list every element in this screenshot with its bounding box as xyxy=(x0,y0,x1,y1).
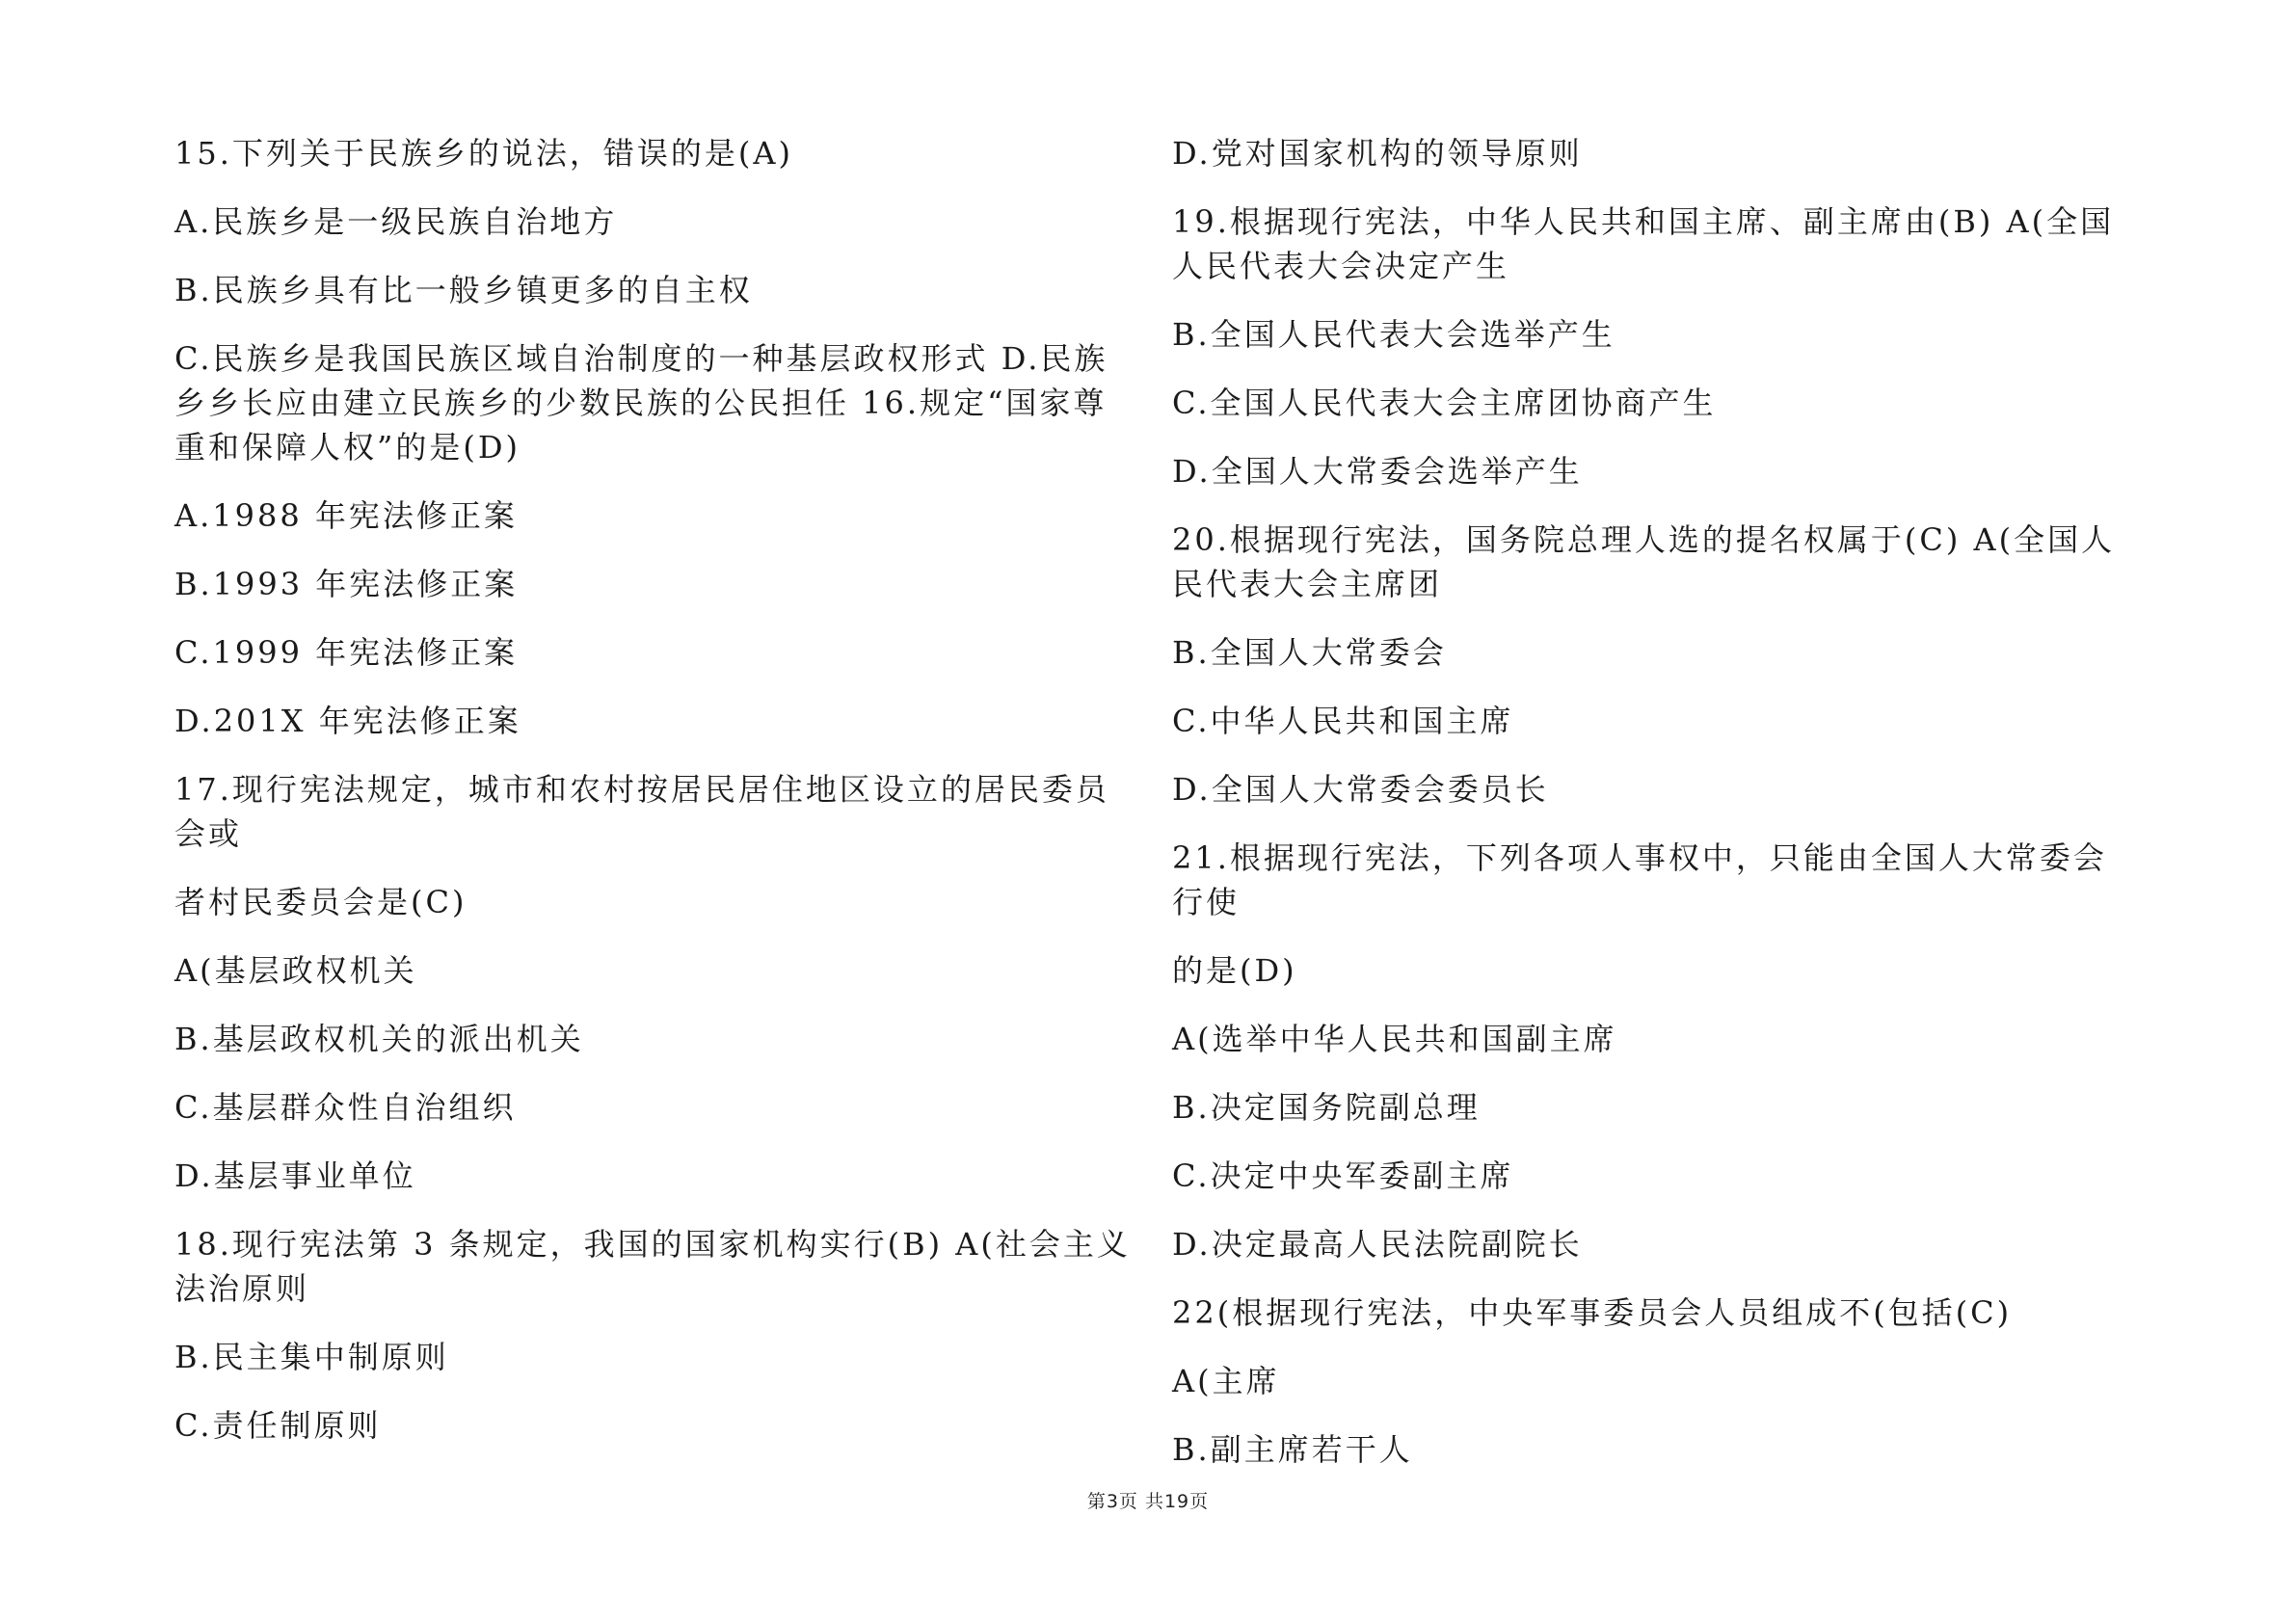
option-16-a: A.1988 年宪法修正案 xyxy=(174,497,518,534)
option-19-c: C.全国人民代表大会主席团协商产生 xyxy=(1172,385,1717,421)
option-17-c: C.基层群众性自治组织 xyxy=(174,1089,517,1126)
option-21-c: C.决定中央军委副主席 xyxy=(1172,1157,1514,1194)
question-20-stem: 20.根据现行宪法，国务院总理人选的提名权属于(C) A(全国人民代表大会主席团 xyxy=(1172,521,2116,602)
option-16-c: C.1999 年宪法修正案 xyxy=(174,634,519,671)
left-column xyxy=(174,131,1140,1472)
option-18-c: C.责任制原则 xyxy=(174,1407,382,1444)
option-21-a: A(选举中华人民共和国副主席 xyxy=(1172,1021,1617,1057)
option-20-d: D.全国人大常委会委员长 xyxy=(1172,771,1549,808)
question-17-stem: 17.现行宪法规定，城市和农村按居民居住地区设立的居民委员会或 xyxy=(174,771,1109,852)
question-21-stem-cont: 的是(D) xyxy=(1172,952,1297,989)
page-footer: 第3页 共19页 xyxy=(1086,1491,1210,1512)
option-16-b: B.1993 年宪法修正案 xyxy=(174,566,519,602)
option-21-b: B.决定国务院副总理 xyxy=(1172,1089,1481,1126)
question-21-stem: 21.根据现行宪法，下列各项人事权中，只能由全国人大常委会行使 xyxy=(1172,839,2107,920)
option-17-d: D.基层事业单位 xyxy=(174,1157,416,1194)
option-21-d: D.决定最高人民法院副院长 xyxy=(1172,1226,1583,1263)
option-17-a: A(基层政权机关 xyxy=(174,952,417,989)
option-18-d: D.党对国家机构的领导原则 xyxy=(1172,135,1583,172)
option-19-b: B.全国人民代表大会选举产生 xyxy=(1172,316,1615,353)
question-15-stem: 15.下列关于民族乡的说法，错误的是(A) xyxy=(174,135,793,172)
question-17-stem-cont: 者村民委员会是(C) xyxy=(174,884,467,920)
option-17-b: B.基层政权机关的派出机关 xyxy=(174,1021,584,1057)
option-15-b: B.民族乡具有比一般乡镇更多的自主权 xyxy=(174,272,753,308)
option-22-a: A(主席 xyxy=(1172,1363,1280,1399)
option-18-b: B.民主集中制原则 xyxy=(174,1339,449,1375)
option-20-b: B.全国人大常委会 xyxy=(1172,634,1447,671)
right-column xyxy=(1172,131,2138,1496)
option-15-a: A.民族乡是一级民族自治地方 xyxy=(174,203,618,240)
question-18-stem: 18.现行宪法第 3 条规定，我国的国家机构实行(B) A(社会主义法治原则 xyxy=(174,1226,1131,1307)
option-20-c: C.中华人民共和国主席 xyxy=(1172,703,1514,739)
option-22-b: B.副主席若干人 xyxy=(1172,1431,1413,1468)
question-19-stem: 19.根据现行宪法，中华人民共和国主席、副主席由(B) A(全国人民代表大会决定产生 xyxy=(1172,203,2115,284)
question-22-stem: 22(根据现行宪法，中央军事委员会人员组成不(包括(C) xyxy=(1172,1294,2013,1331)
option-15-c-d-question-16: C.民族乡是我国民族区域自治制度的一种基层政权形式 D.民族乡乡长应由建立民族乡的少数民族的公民担任 16.规定“国家尊重和保障人权”的是(D) xyxy=(174,340,1108,466)
option-16-d: D.201X 年宪法修正案 xyxy=(174,703,521,739)
option-19-d: D.全国人大常委会选举产生 xyxy=(1172,453,1583,490)
